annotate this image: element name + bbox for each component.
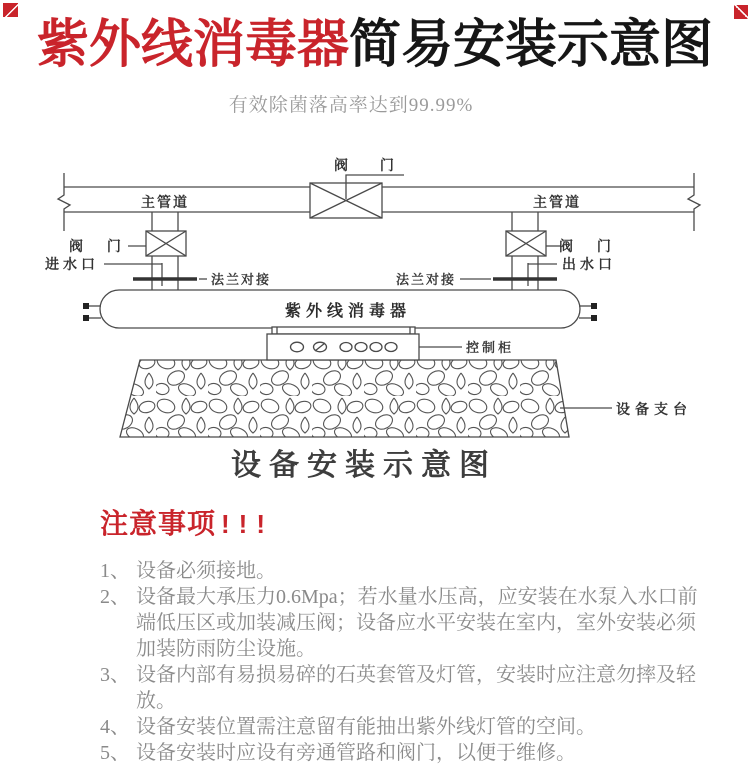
inlet-valve-label: 阀 门 bbox=[69, 238, 131, 254]
note-number: 3、 bbox=[100, 664, 130, 686]
note-text: 设备必须接地。 bbox=[136, 560, 276, 582]
control-cabinet-label: 控制柜 bbox=[466, 340, 515, 355]
inlet-label: 进水口 bbox=[45, 256, 99, 272]
notes-heading bbox=[100, 502, 712, 542]
flange-right-label: 法兰对接 bbox=[395, 272, 456, 287]
flange-left-label: 法兰对接 bbox=[211, 272, 272, 287]
note-number: 1、 bbox=[100, 560, 130, 582]
page-title-product: 紫外线消毒器 bbox=[36, 16, 349, 74]
note-text: 设备最大承压力0.6Mpa；若水量水压高，应安装在水泵入水口前端低压区或加装减压阀；设备应水平安装在室内，室外安装必须加装防雨防尘设施。 bbox=[136, 586, 698, 660]
note-item bbox=[100, 740, 712, 766]
note-item bbox=[100, 662, 712, 714]
pipe-break-symbol-right bbox=[688, 173, 700, 231]
control-cabinet bbox=[267, 327, 462, 360]
note-item bbox=[100, 558, 712, 584]
note-number: 5、 bbox=[100, 742, 130, 764]
support-platform bbox=[120, 360, 612, 437]
main-pipe-label-right: 主管道 bbox=[533, 194, 581, 210]
notes-section bbox=[100, 502, 712, 766]
note-item bbox=[100, 714, 712, 740]
notes-list bbox=[100, 558, 712, 766]
note-text: 设备安装位置需注意留有能抽出紫外线灯管的空间。 bbox=[136, 716, 596, 738]
note-number: 4、 bbox=[100, 716, 130, 738]
outlet-valve-label: 阀 门 bbox=[559, 238, 621, 254]
outlet-label: 出水口 bbox=[562, 256, 616, 272]
notes-heading-text: 注意事项 bbox=[100, 508, 217, 539]
outlet-branch-pipe bbox=[460, 212, 561, 291]
main-pipe-label-left: 主管道 bbox=[141, 194, 189, 210]
note-text: 设备安装时应设有旁通管路和阀门，以便于维修。 bbox=[136, 742, 576, 764]
page-subtitle: 有效除菌落高率达到99.99% bbox=[228, 95, 474, 116]
notes-heading-marks: !!! bbox=[221, 509, 274, 539]
sterilizer-label: 紫外线消毒器 bbox=[284, 303, 412, 320]
note-text: 设备内部有易损易碎的石英套管及灯管，安装时应注意勿摔及轻放。 bbox=[136, 664, 696, 712]
pipe-break-symbol-left bbox=[58, 173, 70, 231]
support-platform-label: 设备支台 bbox=[616, 401, 692, 417]
note-number: 2、 bbox=[100, 586, 130, 608]
page-title-suffix: 简易安装示意图 bbox=[349, 16, 714, 74]
note-item bbox=[100, 584, 712, 662]
main-valve-label: 阀 门 bbox=[334, 157, 408, 173]
diagram-caption: 设备安装示意图 bbox=[231, 449, 497, 482]
